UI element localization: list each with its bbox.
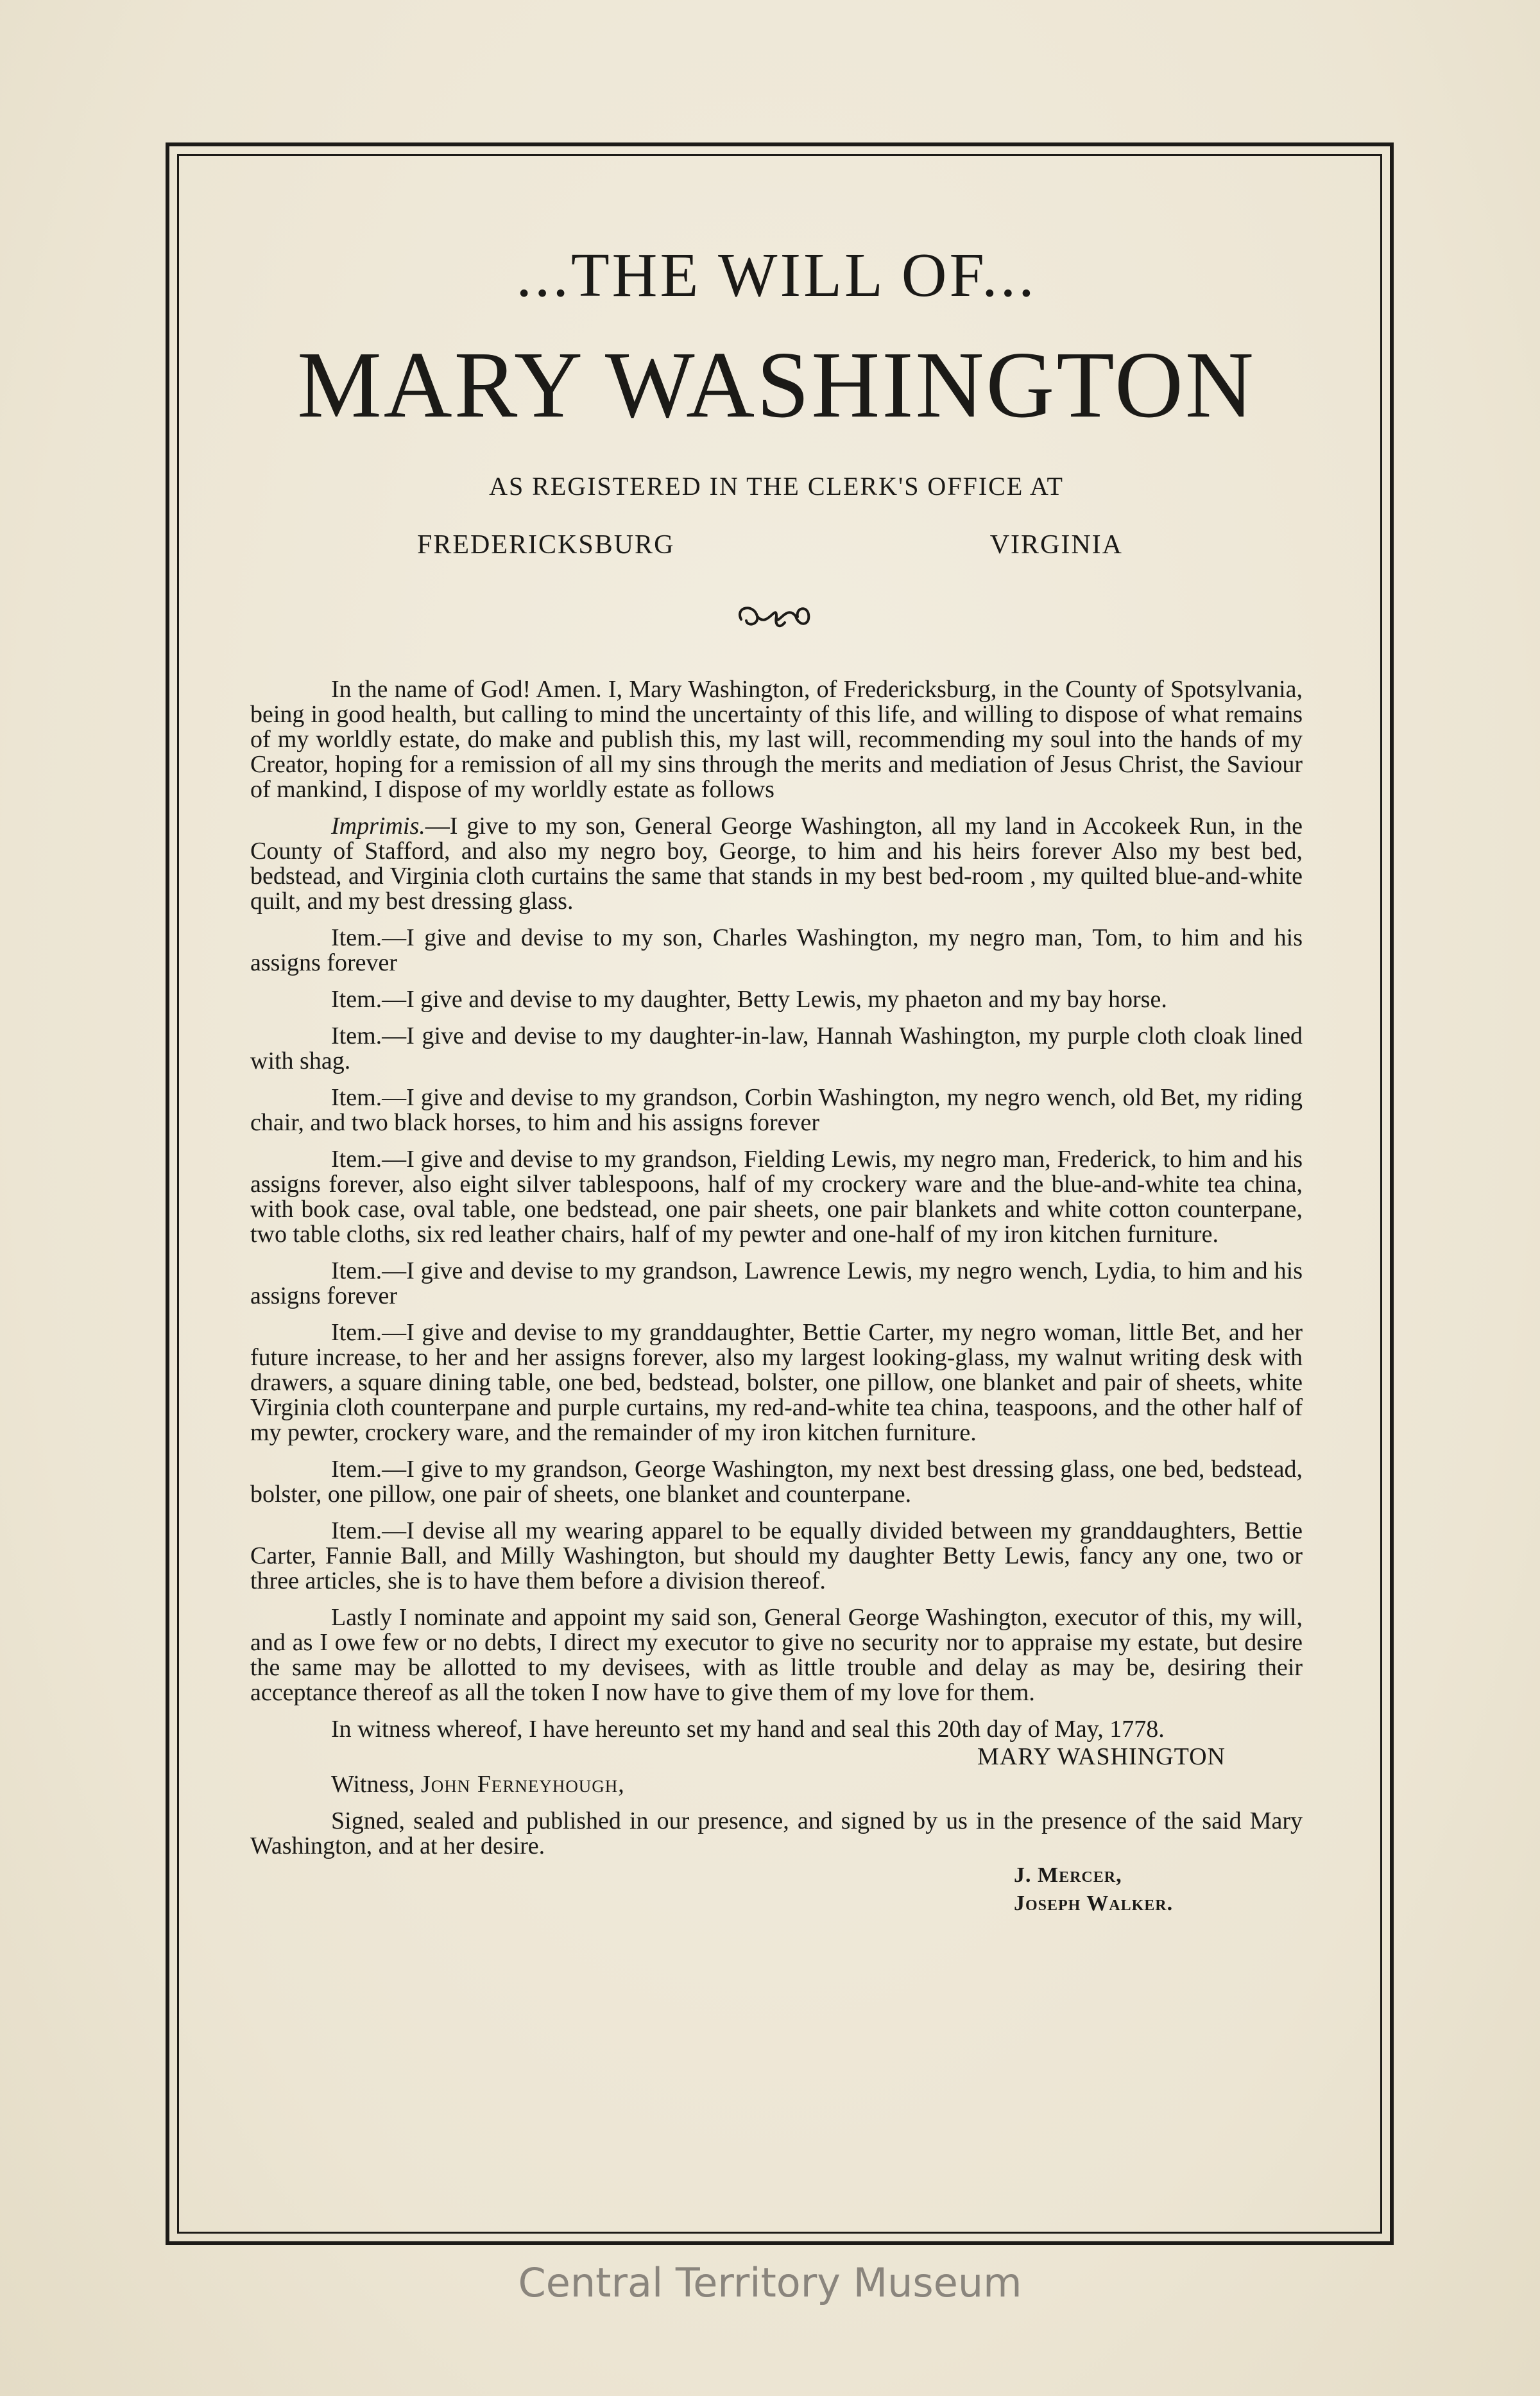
state-label: VIRGINIA	[989, 530, 1123, 560]
paragraph-preamble: In the name of God! Amen. I, Mary Washington, of Fredericksburg, in the County of Spotsylvania, being in good health, but calling to mind the uncertainty of this life, and willing to dispose of what remains of my worldly estate, do make and publish this, my last will, recommending my soul into the hands of my Creator, hoping for a remission of all my sins through the merits and mediation of Jesus Christ, the Saviour of mankind, I dispose of my worldly estate as follows	[250, 676, 1303, 803]
paragraph-item: Item.—I give and devise to my granddaughter, Bettie Carter, my negro woman, little Bet, and her future increase, to her and her assigns forever, also my largest looking-glass, my walnut writing desk with drawers, a square dining table, one bed, bedstead, bolster, one pillow, one blanket and pair of sheets, white Virginia cloth counterpane and purple curtains, my red-and-white tea china, teaspoons, and the other half of my pewter, crockery ware, and the remainder of my iron kitchen furniture.	[250, 1319, 1303, 1446]
paragraph-item: Item.—I give and devise to my daughter-in-law, Hannah Washington, my purple cloth cloak lined with shag.	[250, 1022, 1303, 1074]
place-row	[250, 530, 1303, 560]
paragraph-imprimis: Imprimis.—I give to my son, General George Washington, all my land in Accokeek Run, in the County of Stafford, and also my negro boy, George, to him and his heirs forever Also my best bed, bedstead, and Virginia cloth curtains the same that stands in my best bed-room , my quilted blue-and-white quilt, and my best dressing glass.	[250, 813, 1303, 915]
paragraph-item: Item.—I give and devise to my grandson, Corbin Washington, my negro wench, old Bet, my riding chair, and two black horses, to him and his assigns forever	[250, 1084, 1303, 1136]
signers-block	[1014, 1861, 1303, 1918]
paragraph-item: Item.—I give and devise to my daughter, Betty Lewis, my phaeton and my bay horse.	[331, 986, 1167, 1013]
paragraph-item: Item.—I give and devise to my grandson, Fielding Lewis, my negro man, Frederick, to him and his assigns forever, also eight silver tablespoons, half of my crockery ware and the blue-and-white tea china, with book case, oval table, one bedstead, one pair sheets, one pair blankets and white cotton counterpane, two table cloths, six red leather chairs, half of my pewter and one-half of my iron kitchen furniture.	[250, 1146, 1303, 1248]
registration-note: AS REGISTERED IN THE CLERK'S OFFICE AT	[489, 472, 1064, 501]
paragraph-item: Item.—I devise all my wearing apparel to be equally divided between my granddaughters, Bettie Carter, Fannie Ball, and Milly Washington, but should my daughter Betty Lewis, fancy any one, two or three articles, she is to have them before a division thereof.	[250, 1517, 1303, 1594]
signer-name: Joseph Walker.	[1014, 1892, 1174, 1915]
paragraph-item: Item.—I give and devise to my grandson, Lawrence Lewis, my negro wench, Lydia, to him and his assigns forever	[250, 1257, 1303, 1309]
signer-name: J. Mercer,	[1014, 1863, 1122, 1887]
witness-line: Witness, John Ferneyhough,	[331, 1771, 625, 1798]
flourish-ornament-icon	[250, 594, 1303, 639]
title-kicker: ...THE WILL OF...	[516, 241, 1037, 310]
paragraph-item: Item.—I give and devise to my son, Charles Washington, my negro man, Tom, to him and his assigns forever	[250, 924, 1303, 976]
paragraph-witness-clause: In witness whereof, I have hereunto set my hand and seal this 20th day of May, 1778.	[331, 1716, 1165, 1743]
city-label: FREDERICKSBURG	[417, 530, 675, 560]
museum-watermark: Central Territory Museum	[518, 2259, 1022, 2306]
testator-signature: MARY WASHINGTON	[977, 1743, 1226, 1770]
witness-name: John Ferneyhough,	[420, 1771, 625, 1798]
document-content	[250, 160, 1303, 1918]
document-title: MARY WASHINGTON	[297, 332, 1256, 438]
paragraph-item: Item.—I give to my grandson, George Washington, my next best dressing glass, one bed, bedstead, bolster, one pillow, one pair of sheets, one blanket and counterpane.	[250, 1456, 1303, 1508]
paragraph-lastly: Lastly I nominate and appoint my said son, General George Washington, executor of this, my will, and as I owe few or no debts, I direct my executor to give no security nor to appraise my estate, but desire the same may be allotted to my devisees, with as little trouble and delay as may be, desiring their acceptance thereof as all the token I now have to give them of my love for them.	[250, 1604, 1303, 1706]
will-body	[250, 677, 1303, 1918]
attestation-clause: Signed, sealed and published in our presence, and signed by us in the presence of the said Mary Washington, and at her desire.	[250, 1807, 1303, 1859]
